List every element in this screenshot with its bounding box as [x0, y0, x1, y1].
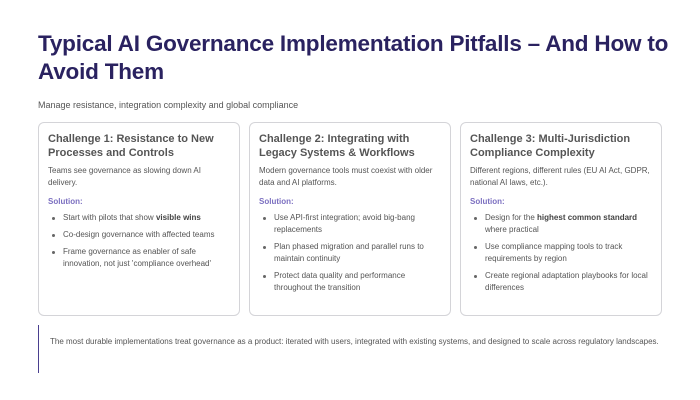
challenge-card-3 — [460, 122, 662, 316]
solution-item: Plan phased migration and parallel runs to maintain continuity — [259, 241, 441, 265]
solution-item: Use API-first integration; avoid big-bang replacements — [259, 212, 441, 236]
challenge-title: Challenge 2: Integrating with Legacy Systems & Workflows — [259, 133, 415, 159]
key-takeaway-callout — [38, 325, 668, 373]
challenge-cards — [38, 122, 662, 316]
challenge-description: Modern governance tools must coexist with older data and AI platforms. — [259, 166, 433, 187]
callout-text: The most durable implementations treat governance as a product: iterated with users, integrated with existing systems, and designed to scale across regulatory landscapes. — [50, 337, 659, 346]
solution-item: Co-design governance with affected teams — [48, 229, 230, 241]
challenge-card-2 — [249, 122, 451, 316]
solution-item: Protect data quality and performance throughout the transition — [259, 270, 441, 294]
page-subtitle: Manage resistance, integration complexity and global compliance — [38, 100, 299, 110]
solution-item: Design for the highest common standard where practical — [470, 212, 652, 236]
challenge-description: Teams see governance as slowing down AI delivery. — [48, 166, 201, 187]
solution-item: Frame governance as enabler of safe innovation, not just 'compliance overhead' — [48, 246, 230, 270]
solution-label: Solution: — [48, 197, 83, 206]
solution-label: Solution: — [259, 197, 294, 206]
solution-list — [48, 212, 230, 270]
challenge-description: Different regions, different rules (EU AI Act, GDPR, national AI laws, etc.). — [470, 166, 650, 187]
solution-list — [259, 212, 441, 294]
challenge-title: Challenge 3: Multi-Jurisdiction Compliance Complexity — [470, 133, 631, 159]
solution-item: Start with pilots that show visible wins — [48, 212, 230, 224]
challenge-card-1 — [38, 122, 240, 316]
solution-label: Solution: — [470, 197, 505, 206]
solution-item: Create regional adaptation playbooks for local differences — [470, 270, 652, 294]
page-title: Typical AI Governance Implementation Pitfalls – And How to Avoid Them — [38, 31, 669, 84]
challenge-title: Challenge 1: Resistance to New Processes and Controls — [48, 133, 214, 159]
solution-list — [470, 212, 652, 294]
solution-item: Use compliance mapping tools to track requirements by region — [470, 241, 652, 265]
